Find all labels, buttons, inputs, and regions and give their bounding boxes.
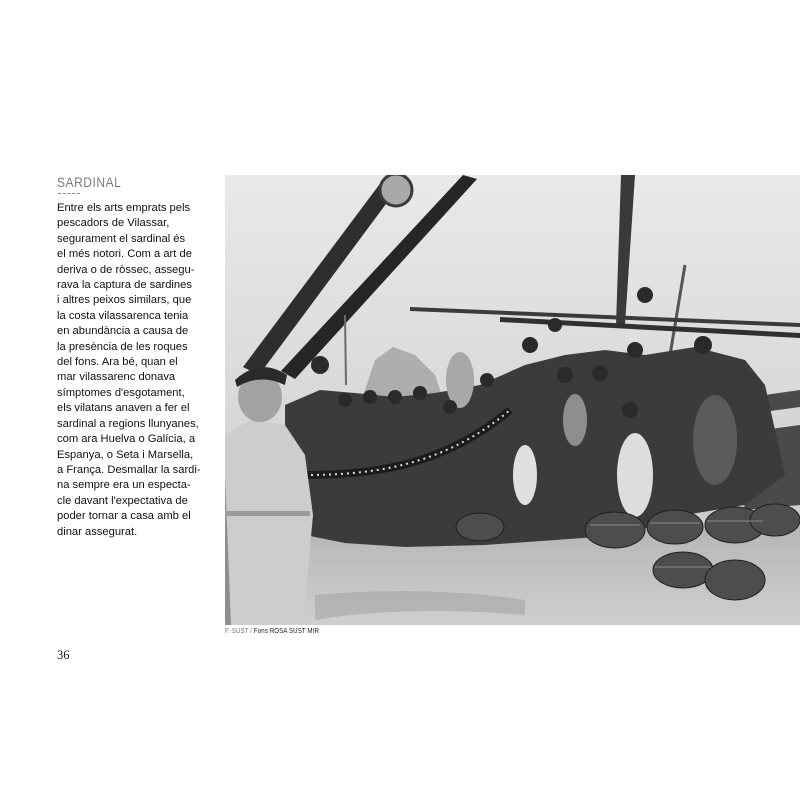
heading-rule [58,193,80,194]
photo-caption [225,628,319,635]
body-line: Entre els arts emprats pels [57,202,191,214]
caption-separator: / [248,628,254,635]
body-line: pescadors de Vilassar, [57,217,170,230]
body-line: cle davant l'expectativa de [57,494,188,507]
body-line: del fons. Ara bé, quan el [57,356,178,369]
body-line: poder tornar a casa amb el [57,510,191,523]
body-line: el més notori. Com a art de [57,248,192,261]
body-line: en abundància a causa de [57,325,189,338]
body-text [57,201,207,540]
body-line: segurament el sardinal és [57,232,186,245]
body-line: la costa vilassarenca tenia [57,309,189,322]
body-line: na sempre era un especta- [57,479,191,492]
body-line: els vilatans anaven a fer el [57,402,190,415]
body-line: rava la captura de sardines [57,279,192,292]
body-line: la presència de les roques [57,340,188,353]
body-line: mar vilassarenc donava [57,371,176,384]
archive-credit: Fons ROSA SUST MIR [253,628,319,635]
body-line: com ara Huelva o Galícia, a [57,433,196,446]
section-heading: SARDINAL [57,174,122,190]
photographer-credit: F. SUST [225,628,249,635]
page-number: 36 [57,648,70,662]
body-line: i altres peixos similars, que [57,294,192,307]
body-line: sardinal a regions llunyanes, [57,417,199,430]
body-line: deriva o de ròssec, assegu- [57,263,195,276]
body-line: Espanya, o Seta i Marsella, [57,448,194,461]
historical-photo [225,175,800,625]
body-line: dinar assegurat. [57,525,138,538]
body-line: a França. Desmallar la sardi- [57,463,201,476]
body-line: símptomes d'esgotament, [57,386,185,399]
